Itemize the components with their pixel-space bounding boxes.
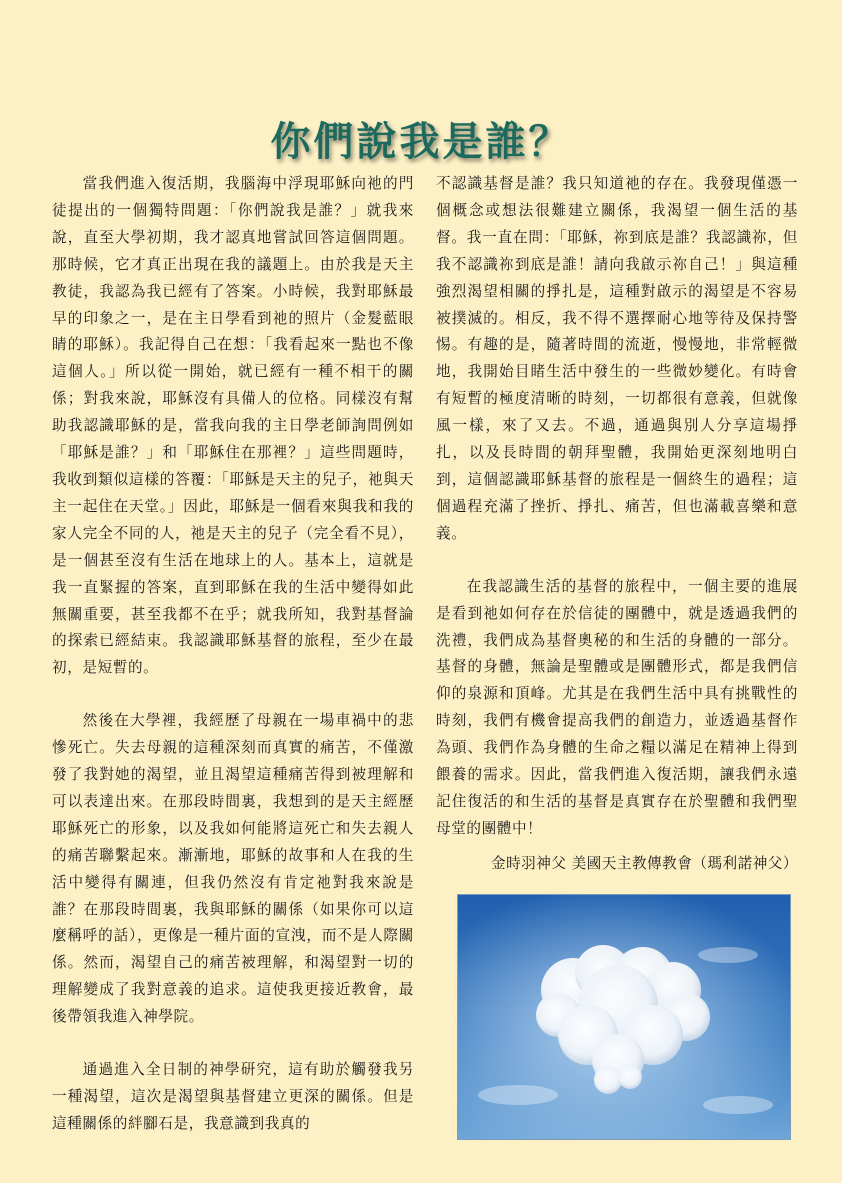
right-column: [436, 171, 798, 843]
paragraph: 在我認識生活的基督的旅程中，一個主要的進展是看到祂如何存在於信徒的團體中，就是透過我們的洗禮，我們成為基督奧秘的和生活的身體的一部分。基督的身體，無論是聖體或是團體形式，都是我們信仰的泉源和頂峰。尤其是在我們生活中具有挑戰性的時刻，我們有機會提高我們的創造力，並透過基督作為頭、我們作為身體的生命之糧以滿足在精神上得到餵養的需求。因此，當我們進入復活期，讓我們永遠記住復活的和生活的基督是真實存在於聖體和我們聖母堂的團體中！: [436, 577, 798, 837]
article-title: 你們說我是誰？: [270, 118, 572, 165]
left-column: [52, 171, 414, 1138]
author-signature: 金時羽神父 美國天主教傳教會（瑪利諾神父）: [490, 855, 798, 872]
paragraph: 當我們進入復活期，我腦海中浮現耶穌向祂的門徒提出的一個獨特問題：「你們說我是誰？」就我來說，直至大學初期，我才認真地嘗試回答這個問題。那時候，它才真正出現在我的議題上。由於我是天主教徒，我認為我已經有了答案。小時候，我對耶穌最早的印象之一，是在主日學看到祂的照片（金髮藍眼睛的耶穌）。我記得自己在想：「我看起來一點也不像這個人。」所以從一開始，就已經有一種不相干的關係；對我來說，耶穌沒有具備人的位格。同樣沒有幫助我認識耶穌的是，當我向我的主日學老師詢問例如「耶穌是誰？」和「耶穌住在那裡？」這些問題時，我收到類似這樣的答覆：「耶穌是天主的兒子，祂與天主一起住在天堂。」因此，耶穌是一個看來與我和我的家人完全不同的人，祂是天主的兒子（完全看不見），是一個甚至沒有生活在地球上的人。基本上，這就是我一直緊握的答案，直到耶穌在我的生活中變得如此無關重要，甚至我都不在乎；就我所知，我對基督論的探索已經結束。我認識耶穌基督的旅程，至少在最初，是短暫的。: [52, 175, 414, 677]
paragraph: 不認識基督是誰？我只知道祂的存在。我發現僅憑一個概念或想法很難建立關係，我渴望一個生活的基督。我一直在問：「耶穌，祢到底是誰？我認識祢，但我不認識祢到底是誰！請向我啟示祢自己！」與這種強烈渴望相關的掙扎是，這種對啟示的渴望是不容易被撲滅的。相反，我不得不選擇耐心地等待及保持警惕。有趣的是，隨著時間的流逝，慢慢地，非常輕微地，我開始目睹生活中發生的一些微妙變化。有時會有短暫的極度清晰的時刻，一切都很有意義，但就像風一樣，來了又去。不過，通過與別人分享這場掙扎，以及長時間的朝拜聖體，我開始更深刻地明白到，這個認識耶穌基督的旅程是一個終生的過程；這個過程充滿了挫折、掙扎、痛苦，但也滿載喜樂和意義。: [436, 175, 798, 542]
heart-cloud-image: [458, 895, 790, 1139]
heart-cloud-photo: [457, 894, 791, 1140]
paragraph: 通過進入全日制的神學研究，這有助於觸發我另一種渴望，這次是渴望與基督建立更深的關係。但是這種關係的絆腳石是，我意識到我真的: [52, 1061, 414, 1132]
paragraph: 然後在大學裡，我經歷了母親在一場車禍中的悲慘死亡。失去母親的這種深刻而真實的痛苦，不僅激發了我對她的渴望，並且渴望這種痛苦得到被理解和可以表達出來。在那段時間裏，我想到的是天主經歷耶穌死亡的形象，以及我如何能將這死亡和失去親人的痛苦聯繫起來。漸漸地，耶穌的故事和人在我的生活中變得有關連，但我仍然沒有肯定祂對我來說是誰？在那段時間裏，我與耶穌的關係（如果你可以這麼稱呼的話），更像是一種片面的宣洩，而不是人際關係。然而，渴望自己的痛苦被理解，和渴望對一切的理解變成了我對意義的追求。這使我更接近教會，最後帶領我進入神學院。: [52, 712, 414, 1026]
